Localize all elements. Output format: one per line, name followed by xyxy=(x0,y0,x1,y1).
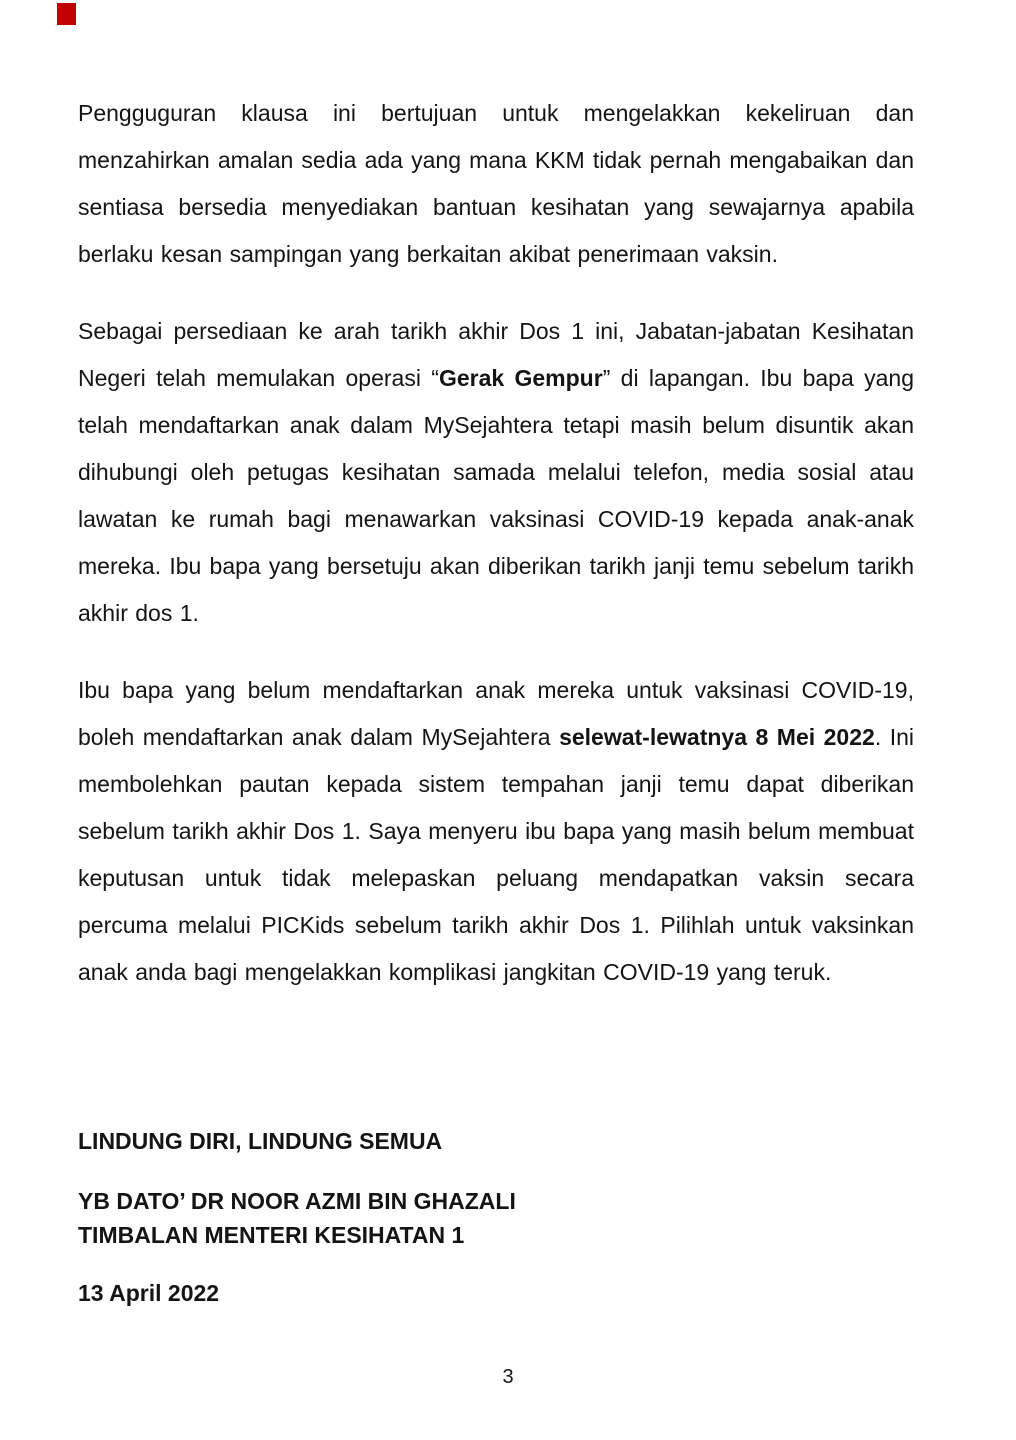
paragraph-segment: Pengguguran klausa ini bertujuan untuk mengelakkan kekeliruan dan menzahirkan amalan sedia ada yang mana KKM tidak pernah mengabaikan dan sentiasa bersedia menyediakan bantuan kesihatan yang sewajarnya apabila berlaku kesan sampingan yang berkaitan akibat penerimaan vaksin. xyxy=(78,100,914,267)
signatory-name: YB DATO’ DR NOOR AZMI BIN GHAZALI xyxy=(78,1188,516,1214)
paragraph-segment: Ibu bapa yang belum mendaftarkan anak mereka untuk vaksinasi COVID-19, boleh mendaftarkan anak dalam MySejahtera xyxy=(78,677,914,750)
paragraphs xyxy=(78,90,914,996)
paragraph-bold-segment: Gerak Gempur xyxy=(438,365,603,391)
document-date: 13 April 2022 xyxy=(78,1280,220,1306)
paragraph xyxy=(78,667,914,996)
red-corner-mark xyxy=(57,3,76,25)
paragraph xyxy=(78,308,914,637)
page-number: 3 xyxy=(502,1366,514,1388)
signatory-title: TIMBALAN MENTERI KESIHATAN 1 xyxy=(78,1222,465,1248)
paragraph-segment: Sebagai persediaan ke arah tarikh akhir Dos 1 ini, Jabatan-jabatan Kesihatan Negeri telah memulakan operasi “ xyxy=(78,318,914,391)
paragraph-segment: . Ini membolehkan pautan kepada sistem tempahan janji temu dapat diberikan sebelum tarikh akhir Dos 1. Saya menyeru ibu bapa yang masih belum membuat keputusan untuk tidak melepaskan peluang mendapatkan vaksin secara percuma melalui PICKids sebelum tarikh akhir Dos 1. Pilihlah untuk vaksinkan anak anda bagi mengelakkan komplikasi jangkitan COVID-19 yang teruk. xyxy=(78,724,914,985)
slogan-line: LINDUNG DIRI, LINDUNG SEMUA xyxy=(78,1128,443,1154)
paragraph-segment: ” di lapangan. Ibu bapa yang telah mendaftarkan anak dalam MySejahtera tetapi masih belum disuntik akan dihubungi oleh petugas kesihatan samada melalui telefon, media sosial atau lawatan ke rumah bagi menawarkan vaksinasi COVID-19 kepada anak-anak mereka. Ibu bapa yang bersetuju akan diberikan tarikh janji temu sebelum tarikh akhir dos 1. xyxy=(78,365,914,626)
document-body xyxy=(78,90,914,1026)
paragraph-bold-segment: selewat-lewatnya 8 Mei 2022 xyxy=(559,724,875,750)
signatory-block xyxy=(78,1184,914,1252)
paragraph xyxy=(78,90,914,278)
